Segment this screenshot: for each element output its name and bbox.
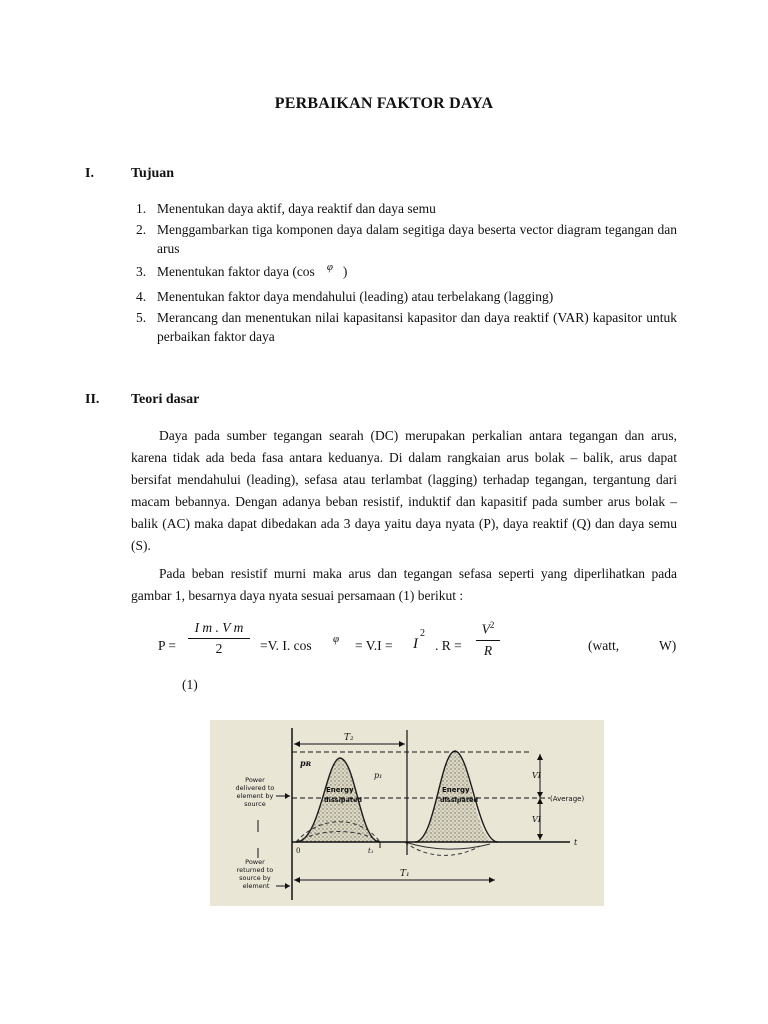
- label-delivered-1: Power: [245, 776, 265, 784]
- section-1-heading: Tujuan: [131, 166, 175, 181]
- section-2-heading: Teori dasar: [131, 392, 200, 407]
- fraction-im-vm: I m . V m 2: [188, 620, 250, 657]
- label-energy-2: Energy: [442, 786, 470, 794]
- list-item: 5. Merancang dan menentukan nilai kapasitansi kapasitor dan daya reaktif (VAR) kapasitor untuk perbaikan faktor daya: [136, 310, 677, 344]
- label-dissipated-2: dissipated: [440, 796, 479, 804]
- label-returned-1: Power: [245, 858, 265, 866]
- equation-number: (1): [182, 677, 198, 692]
- label-t1-small: t₁: [368, 847, 374, 855]
- section-1-number: I.: [85, 166, 94, 181]
- label-vi-top: VI: [532, 771, 541, 780]
- fraction-v2-r: $V^2$ R: [476, 620, 500, 659]
- paragraph-theory: Daya pada sumber tegangan searah (DC) merupakan perkalian antara tegangan dan arus, karena tidak ada beda fasa antara keduanya. Di dalam rangkaian arus bolak – balik, arus dapat bersifat mendahului (leading), sefasa atau terlambat (lagging) terhadap tegangan, tergantung dari macam bebannya. Dengan adanya beban resistif, induktif dan kapasitif pada sumber arus bolak – balik (AC) maka dapat dibedakan ada 3 daya yaitu daya nyata (P), daya reaktif (Q) dan daya semu (S).: [131, 428, 677, 553]
- label-returned-4: element: [242, 882, 270, 890]
- label-delivered-4: source: [244, 800, 266, 808]
- label-p1: p₁: [374, 771, 383, 780]
- list-item: 4. Menentukan faktor daya mendahului (leading) atau terbelakang (lagging): [136, 289, 554, 304]
- label-origin: 0: [296, 847, 301, 855]
- paragraph-resistive: Pada beban resistif murni maka arus dan tegangan sefasa seperti yang diperlihatkan pada gambar 1, besarnya daya nyata sesuai persamaan (1) berikut :: [131, 566, 677, 603]
- label-energy-1: Energy: [326, 786, 354, 794]
- list-item: 3. Menentukan faktor daya (cos $^\varphi$ ): [136, 261, 348, 279]
- page-title: PERBAIKAN FAKTOR DAYA: [274, 95, 494, 112]
- label-pr: pʀ: [300, 758, 312, 768]
- label-dissipated-1: dissipated: [324, 796, 363, 804]
- label-returned-3: source by: [239, 874, 271, 882]
- phi-symbol: φ: [326, 261, 333, 273]
- label-average: (Average): [550, 795, 585, 803]
- label-delivered-3: element by: [236, 792, 274, 800]
- label-t2: T₂: [344, 733, 354, 743]
- power-waveform-figure: [210, 720, 604, 906]
- label-t-axis: t: [574, 838, 578, 847]
- objectives-list: [131, 199, 677, 348]
- list-item: 2. Menggambarkan tiga komponen daya dalam segitiga daya beserta vector diagram tegangan dan arus: [136, 222, 677, 256]
- label-returned-2: returned to: [236, 866, 274, 874]
- document-page: PERBAIKAN FAKTOR DAYA I. Tujuan 1. Menentukan daya aktif, daya reaktif dan daya semu 2. Menggambarkan tiga komponen daya dalam segitiga daya beserta vector diagram tegangan dan arus 3. Menentukan faktor daya (cos $^\varphi$ ) 4. Menentukan faktor daya mendahului (leading) atau terbelakang (lagging) 5. Merancang dan menentukan nilai kapasitansi kapasitor dan daya reaktif (VAR) kapasitor untuk perbaikan faktor daya II. Teori dasar Daya pada sumber tegangan searah (DC) merupakan perkalian antara tegangan dan arus, karena tidak ada beda fasa antara keduanya. Di dalam rangkaian arus bolak – balik, arus dapat bersifat mendahului (leading), sefasa atau terlambat (lagging) terhadap tegangan, tergantung dari macam bebannya. Dengan adanya beban resistif, induktif dan kapasitif pada sumber arus bolak – balik (AC) maka dapat dibedakan ada 3 daya yaitu daya nyata (P), daya reaktif (Q) dan daya semu (S). Pada beban resistif murni maka arus dan tegangan sefasa seperti yang diperlihatkan pada gambar 1, besarnya daya nyata sesuai persamaan (1) berikut : P = I m . V m 2 =V. I. cos φ = V.I = I 2 . R = $V^2$ R (watt, W) (1) T₂ T₁ t₁ 0 pʀ p₁ t Energy dissipated Energy dissipated (Average) VI VI Power delivered to element by source Power returned to source by element: [0, 0, 768, 1024]
- section-2-number: II.: [85, 392, 100, 407]
- label-t1-bottom: T₁: [400, 869, 410, 879]
- label-delivered-2: delivered to: [235, 784, 275, 792]
- label-vi-bottom: VI: [532, 815, 541, 824]
- list-item: 1. Menentukan daya aktif, daya reaktif dan daya semu: [136, 201, 436, 216]
- svg-text:Power delivered to: [236, 776, 277, 890]
